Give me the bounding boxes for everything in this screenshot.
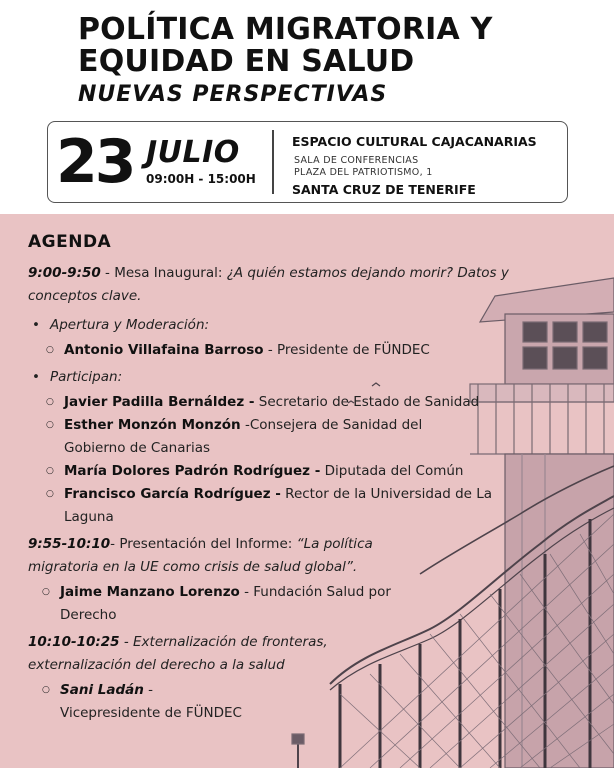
session-1-time: 9:00-9:50 xyxy=(28,265,101,281)
session-2-speakers xyxy=(46,581,446,627)
moderator-name: Antonio Villafaina Barroso xyxy=(64,342,264,358)
event-city: SANTA CRUZ DE TENERIFE xyxy=(292,182,476,197)
speaker-role: Vicepresidente de FÜNDEC xyxy=(60,705,242,721)
list-item xyxy=(28,366,568,529)
list-item xyxy=(50,339,568,362)
speaker-dash: - xyxy=(143,682,154,698)
title-line-2: EQUIDAD EN SALUD xyxy=(78,44,415,79)
event-room: SALA DE CONFERENCIAS xyxy=(294,155,419,166)
agenda-heading: AGENDA xyxy=(28,232,112,252)
session-1-title xyxy=(28,262,568,308)
header xyxy=(0,0,614,214)
list-item xyxy=(50,460,568,483)
participant-role: Secretario de Estado de Sanidad xyxy=(254,394,480,410)
session-2-topic: “La política migratoria en la UE como crisis de salud global”. xyxy=(28,536,373,575)
session-2-title xyxy=(28,533,408,579)
list-item xyxy=(46,581,446,627)
session-2-prefix: - Presentación del Informe: xyxy=(110,536,297,552)
participant-role: -Consejera de Sanidad del Gobierno de Canarias xyxy=(64,417,423,456)
event-day: 23 xyxy=(56,127,134,197)
session-1-prefix: - Mesa Inaugural: xyxy=(100,265,227,281)
page-title xyxy=(78,14,493,78)
moderator-list xyxy=(50,339,568,362)
participant-role: Diputada del Común xyxy=(320,463,464,479)
session-1-list xyxy=(28,314,568,529)
list-item xyxy=(50,414,470,460)
list-item xyxy=(46,679,568,725)
list-item xyxy=(50,483,520,529)
participant-name: María Dolores Padrón Rodríguez - xyxy=(64,463,321,479)
session-1-topic: ¿A quién estamos dejando morir? Datos y conceptos clave. xyxy=(28,265,509,304)
event-info-box xyxy=(47,121,568,203)
participant-name: Francisco García Rodríguez - xyxy=(64,486,281,502)
event-month: JULIO xyxy=(146,135,240,170)
event-venue: ESPACIO CULTURAL CAJACANARIAS xyxy=(292,134,537,149)
session-3-topic: - Externalización de fronteras, externalización del derecho a la salud xyxy=(28,634,328,673)
title-line-1: POLÍTICA MIGRATORIA Y xyxy=(78,12,493,47)
speaker-name: Jaime Manzano Lorenzo xyxy=(60,584,240,600)
participants-label: Participan: xyxy=(50,369,123,385)
page-subtitle: NUEVAS PERSPECTIVAS xyxy=(78,82,388,107)
agenda-content xyxy=(28,262,568,729)
event-time: 09:00H - 15:00H xyxy=(146,172,256,186)
participant-name: Esther Monzón Monzón xyxy=(64,417,241,433)
session-2-time: 9:55-10:10 xyxy=(28,536,111,552)
session-3-title xyxy=(28,631,358,677)
participant-role: Rector de la Universidad de La Laguna xyxy=(64,486,493,525)
list-item xyxy=(50,391,568,414)
list-item xyxy=(28,314,568,362)
opening-label: Apertura y Moderación: xyxy=(50,317,210,333)
participants-list xyxy=(50,391,568,529)
moderator-role: - Presidente de FÜNDEC xyxy=(263,342,430,358)
session-3-speakers xyxy=(46,679,568,725)
speaker-name: Sani Ladán xyxy=(60,682,144,698)
date-venue-divider xyxy=(272,130,274,194)
event-address: PLAZA DEL PATRIOTISMO, 1 xyxy=(294,167,433,178)
participant-name: Javier Padilla Bernáldez - xyxy=(64,394,255,410)
session-3-time: 10:10-10:25 xyxy=(28,634,120,650)
speaker-role: - Fundación Salud por Derecho xyxy=(60,584,391,623)
